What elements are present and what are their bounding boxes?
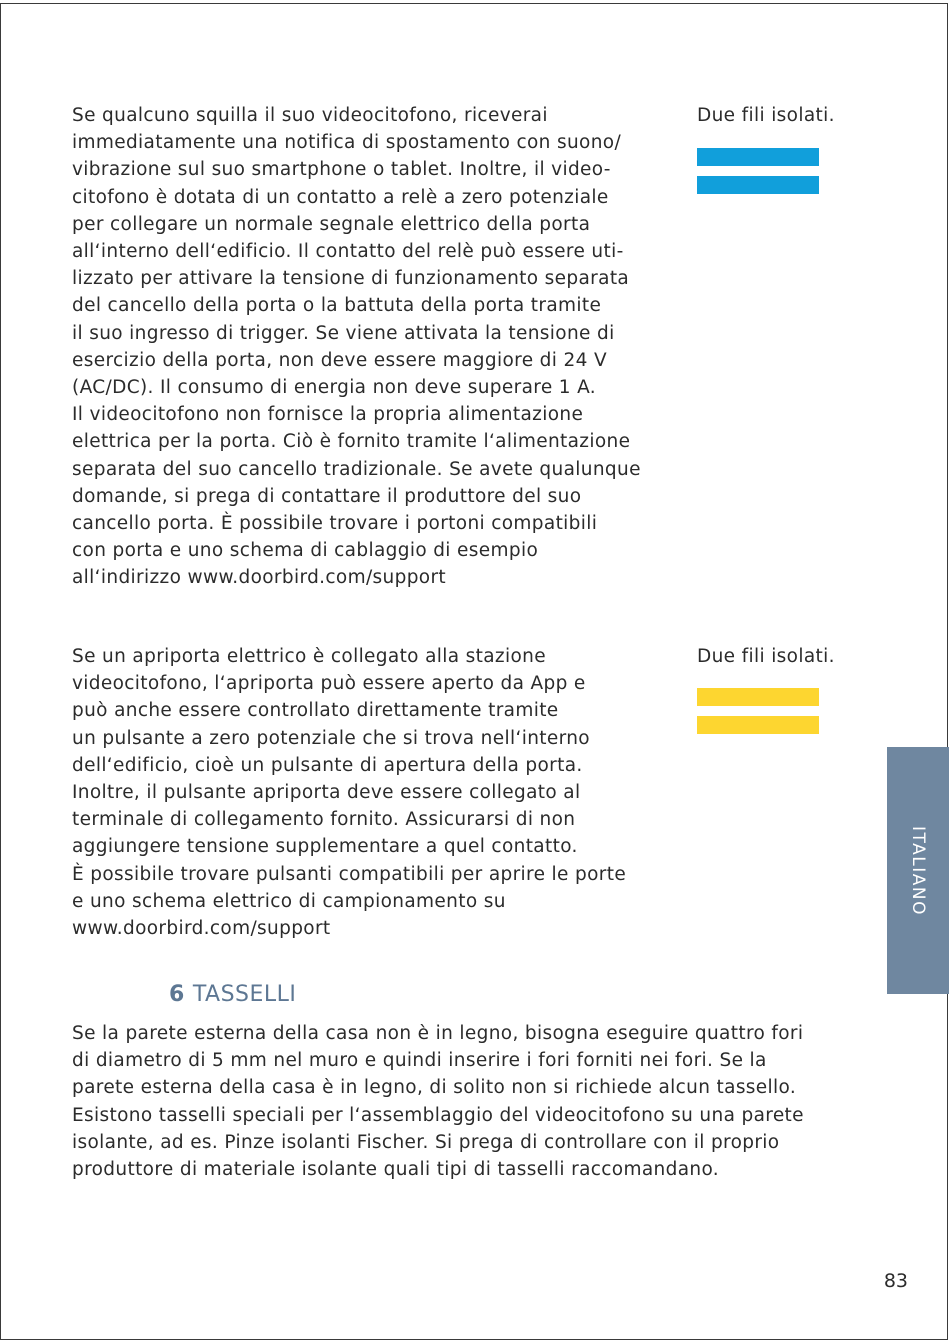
language-tab-label: ITALIANO [908,825,928,916]
blue-wire-bottom [697,176,819,194]
section-number: 6 [169,982,185,1007]
tasselli-paragraph: Se la parete esterna della casa non è in legno, bisogna eseguire quattro fori di diametro di 5 mm nel muro e quindi inserire i fori forniti nei fori. Se la parete esterna della casa è in legno, di solito non si richiede alcun tassello. Esistono tasselli speciali per l‘assemblaggio del videocitofono su una parete isolante, ad es. Pinze isolanti Fischer. Si prega di controllare con il proprio produttore di materiale isolante quali tipi di tasselli raccomandano. [72,1023,804,1181]
wires-caption-2: Due fili isolati. [697,646,835,667]
blue-wire-top [697,148,819,166]
wires-caption-1: Due fili isolati. [697,105,835,126]
page-number: 83 [883,1270,908,1292]
yellow-wire-top [697,688,819,706]
section-heading [169,982,296,1007]
section-title: TASSELLI [192,982,297,1007]
language-tab [887,747,949,994]
yellow-wire-bottom [697,716,819,734]
doorbell-relay-paragraph: Se qualcuno squilla il suo videocitofono, riceverai immediatamente una notifica di spostamento con suono/ vibrazione sul suo smartphone o tablet. Inoltre, il video- citofono è dotata di un contatto a relè a zero potenziale per collegare un normale segnale elettrico della porta all‘interno dell‘edificio. Il contatto del relè può essere uti- lizzato per attivare la tensione di funzionamento separata del cancello della porta o la battuta della porta tramite il suo ingresso di trigger. Se viene attivata la tensione di esercizio della porta, non deve essere maggiore di 24 V (AC/DC). Il consumo di energia non deve superare 1 A. Il videocitofono non fornisce la propria alimentazione elettrica per la porta. Ciò è fornito tramite l‘alimentazione separata del suo cancello tradizionale. Se avete qualunque domande, si prega di contattare il produttore del suo cancello porta. È possibile trovare i portoni compatibili con porta e uno schema di cablaggio di esempio all‘indirizzo www.doorbird.com/support [72,105,641,589]
door-opener-paragraph: Se un apriporta elettrico è collegato alla stazione videocitofono, l‘apriporta può essere aperto da App e può anche essere controllato direttamente tramite un pulsante a zero potenziale che si trova nell‘interno dell‘edificio, cioè un pulsante di apertura della porta. Inoltre, il pulsante apriporta deve essere collegato al terminale di collegamento fornito. Assicurarsi di non aggiungere tensione supplementare a quel contatto. È possibile trovare pulsanti compatibili per aprire le porte e uno schema elettrico di campionamento su www.doorbird.com/support [72,646,627,940]
